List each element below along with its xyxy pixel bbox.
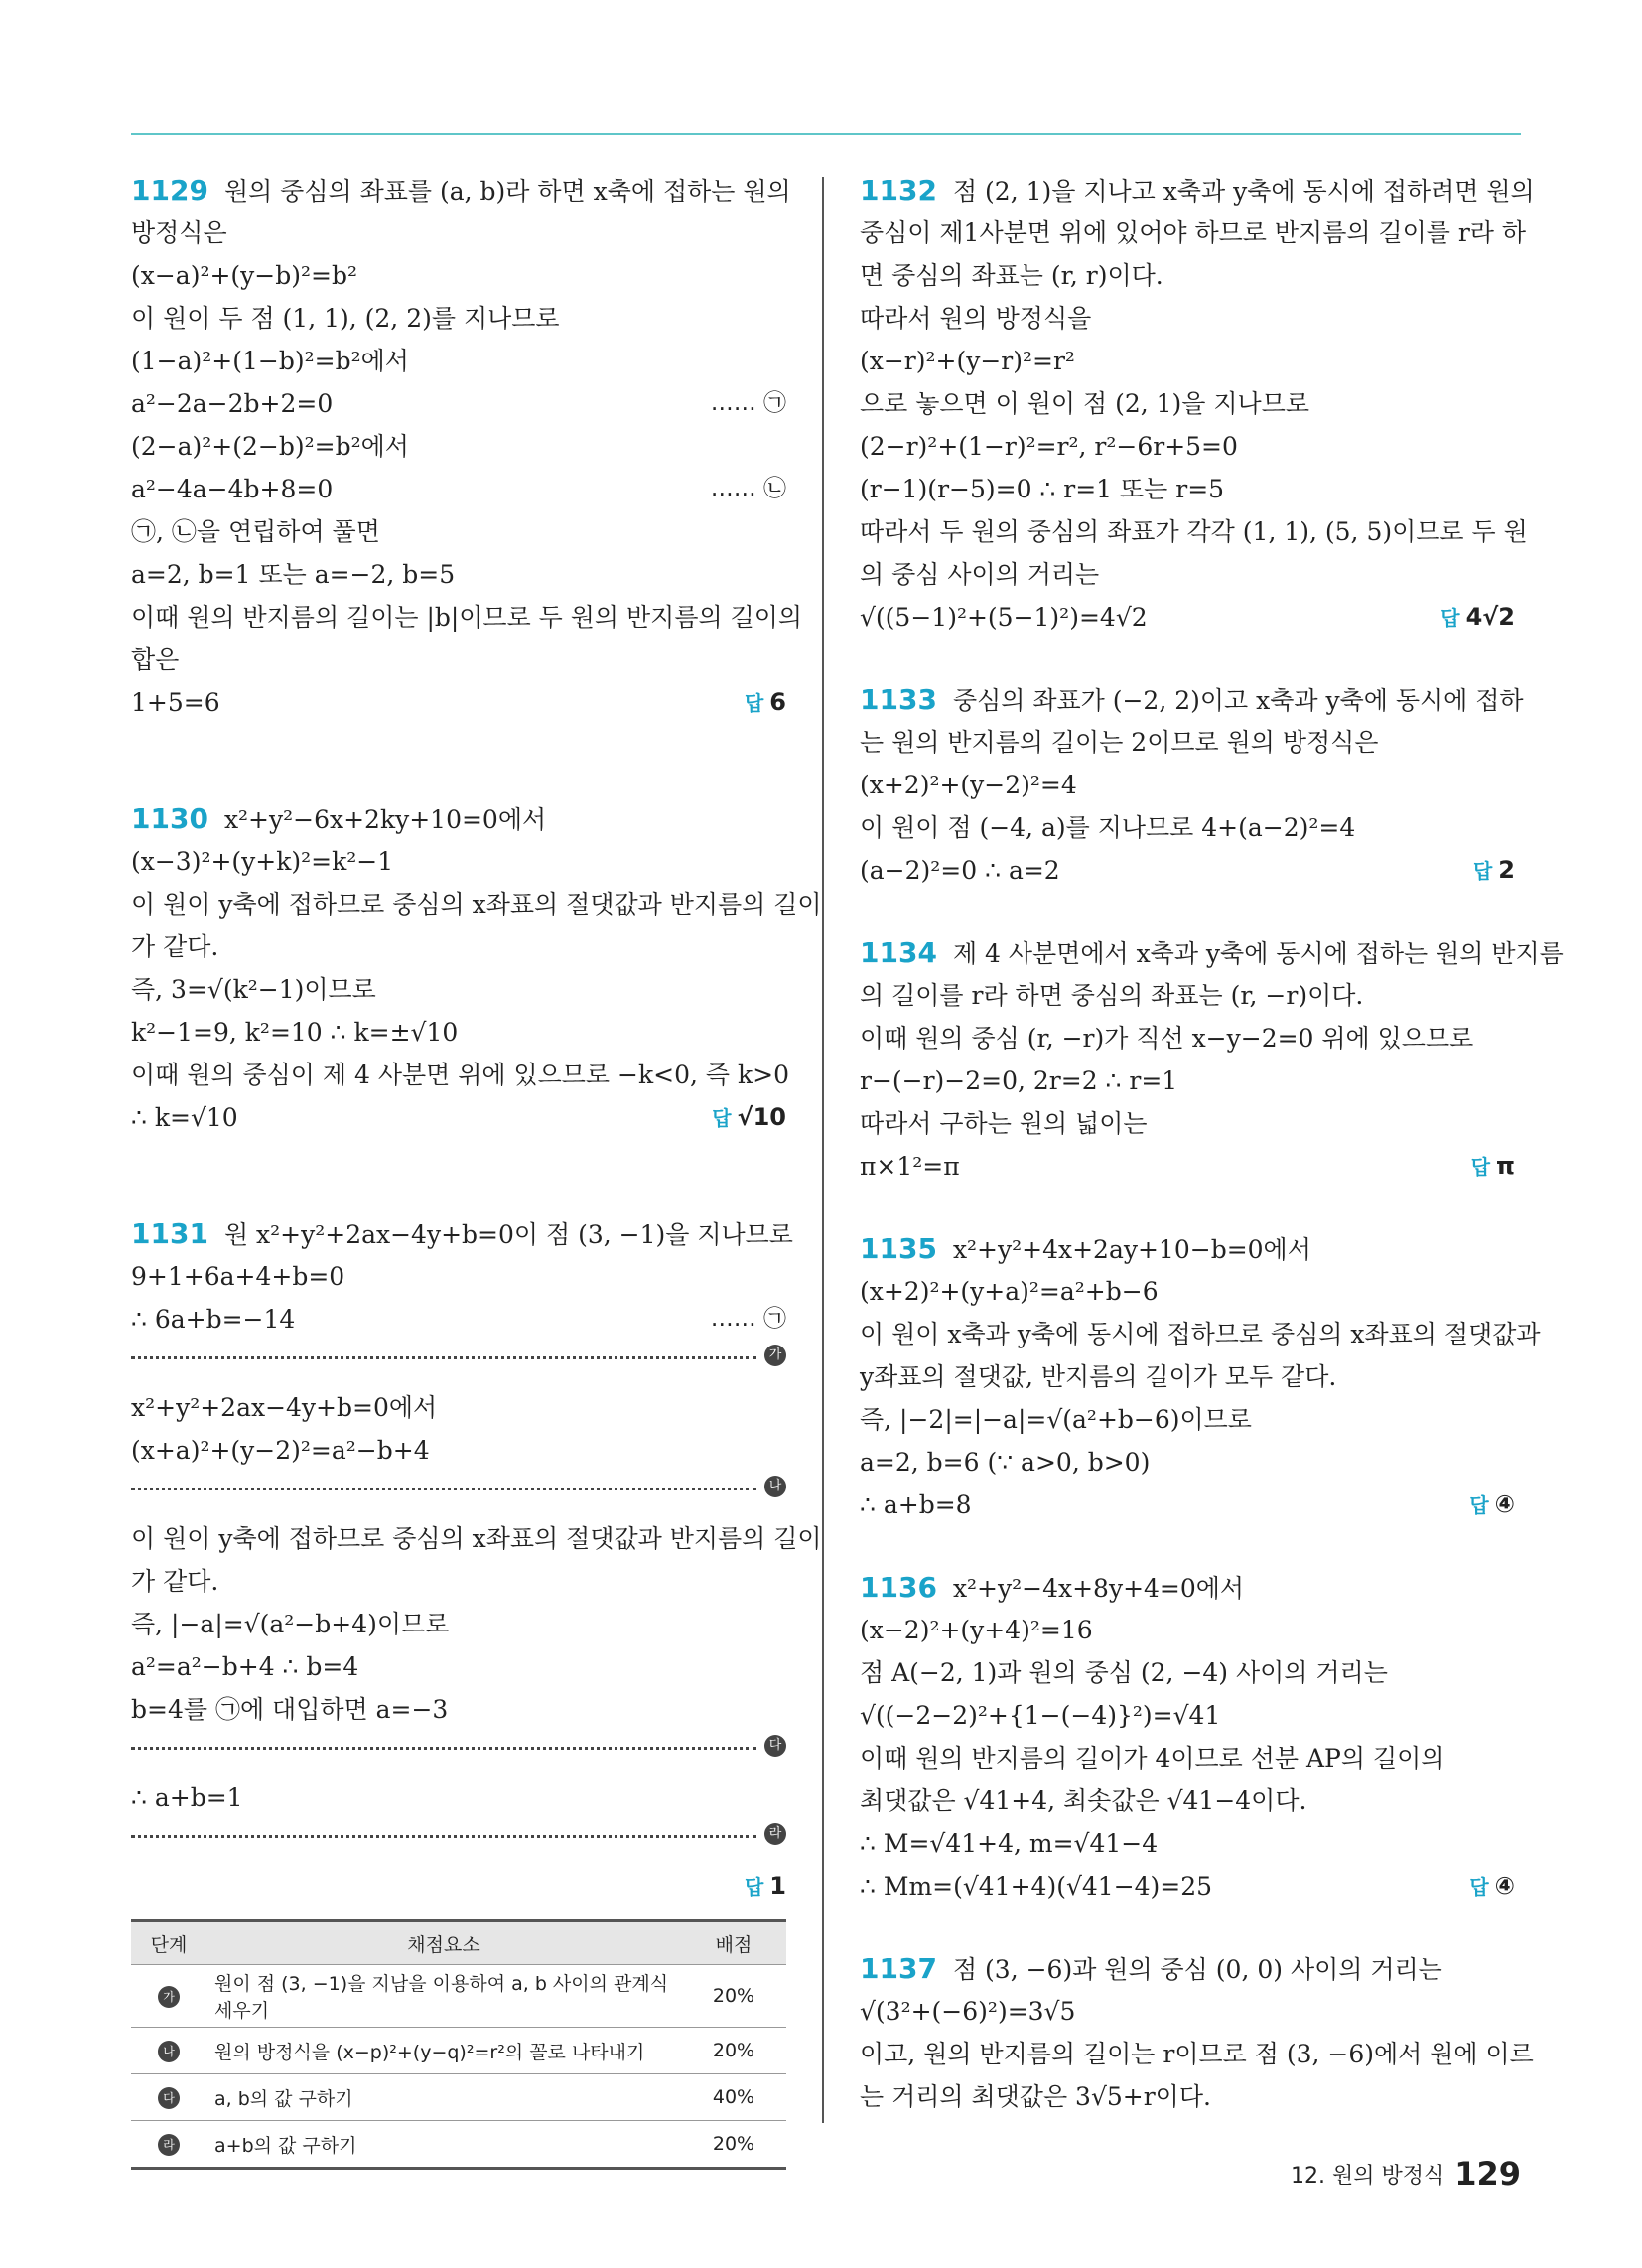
line-text: 점 (2, 1)을 지나고 x축과 y축에 동시에 접하려면 원의 [952,177,1535,206]
line-text: 의 중심 사이의 거리는 [860,560,1100,589]
line-text: (x+2)²+(y−2)²=4 [860,771,1077,799]
problem-number: 1136 [860,1571,937,1604]
problem-line [860,1313,1541,1355]
equation-tag: …… ㉠ [710,1306,786,1332]
problem-line [860,721,1515,764]
problem-line [860,1484,1515,1526]
line-text: √(3²+(−6)²)=3√5 [860,1997,1076,2026]
answer-label: 답 [712,1106,732,1130]
page-number: 129 [1454,2155,1521,2193]
problem-1135 [860,1227,1541,1526]
line-text: 따라서 원의 방정식을 [860,304,1092,333]
stage-cell [131,1965,206,2028]
item-cell: 원이 점 (3, −1)을 지남을 이용하여 a, b 사이의 관계식 세우기 [206,1965,681,2028]
problem-line [131,596,803,638]
dotted-line [131,1488,756,1490]
problem-line [860,468,1515,510]
answer-value: √10 [737,1103,786,1131]
problem-1133 [860,678,1524,892]
line-text: (x+a)²+(y−2)²=a²−b+4 [131,1436,430,1465]
problem-line [131,553,786,596]
problem-1137 [860,1947,1534,2118]
problem-line [131,883,822,925]
answer [712,1096,786,1140]
line-text: 방정식은 [131,218,227,247]
line-text: 최댓값은 √41+4, 최솟값은 √41−4이다. [860,1786,1307,1815]
problem-line [131,638,786,681]
problem-line [131,1645,786,1688]
line-text: √((−2−2)²+{1−(−4)}²)=√41 [860,1701,1221,1730]
dotted-line [131,1835,756,1838]
stage-cell [131,2121,206,2169]
problem-1136 [860,1566,1515,1908]
answer-value: 2 [1498,856,1515,884]
problem-line [131,1011,786,1054]
answer-value: 1 [769,1872,786,1900]
answer-label: 답 [1469,1493,1489,1517]
spacer [860,1188,1515,1227]
line-text: 9+1+6a+4+b=0 [131,1262,345,1291]
problem-line [860,553,1515,596]
line-text: 중심의 좌표가 (−2, 2)이고 x축과 y축에 동시에 접하 [952,686,1524,715]
line-text: 원 x²+y²+2ax−4y+b=0이 점 (3, −1)을 지나므로 [223,1220,793,1249]
dotted-line [131,1356,756,1359]
item-cell: 원의 방정식을 (x−p)²+(y−q)²=r²의 꼴로 나타내기 [206,2028,681,2074]
problem-line [131,840,786,883]
equation-tag: …… ㉠ [710,390,786,416]
line-text: 따라서 두 원의 중심의 좌표가 각각 (1, 1), (5, 5)이므로 두 원 [860,517,1528,546]
table-header: 단계 [131,1921,206,1965]
step-badge: 나 [764,1476,786,1497]
line-text: 이때 원의 반지름의 길이는 |b|이므로 두 원의 반지름의 길이의 [131,603,803,632]
answer [1471,1145,1515,1189]
step-separator [131,1478,786,1499]
problem-line [860,1990,1515,2033]
problem-line [131,681,786,724]
line-text: (1−a)²+(1−b)²=b²에서 [131,347,409,375]
spacer [131,1139,786,1212]
page-footer [1291,2155,1521,2193]
line-text: 이 원이 점 (−4, a)를 지나므로 4+(a−2)²=4 [860,813,1356,842]
problem-number: 1131 [131,1217,208,1250]
scoring-table [131,1919,786,2170]
answer-value: π [1496,1152,1515,1180]
top-rule [131,133,1521,135]
problem-line [860,1651,1515,1694]
answer-value: ④ [1494,1872,1515,1900]
line-text: x²+y²−4x+8y+4=0에서 [952,1574,1245,1603]
line-text: 의 길이를 r라 하면 중심의 좌표는 (r, −r)이다. [860,981,1364,1010]
line-text: 는 거리의 최댓값은 3√5+r이다. [860,2082,1211,2111]
line-text: 이고, 원의 반지름의 길이는 r이므로 점 (3, −6)에서 원에 이르 [860,2040,1534,2068]
line-text: π×1²=π [860,1152,960,1181]
problem-number: 1135 [860,1232,937,1265]
answer-label: 답 [744,1875,764,1899]
problem-line [131,1212,793,1255]
step-separator [131,1825,786,1847]
line-text: (x−3)²+(y+k)²=k²−1 [131,847,394,876]
problem-line [131,468,786,510]
step-separator [131,1737,786,1759]
answer-value: 4√2 [1465,603,1515,631]
problem-1130 [131,797,822,1139]
problem-line [131,1096,786,1139]
left-column [131,169,822,2170]
spacer [860,892,1515,931]
line-text: x²+y²+4x+2ay+10−b=0에서 [952,1235,1311,1264]
line-text: ∴ M=√41+4, m=√41−4 [860,1829,1159,1858]
line-text: a²=a²−b+4 ∴ b=4 [131,1652,359,1681]
line-text: 제 4 사분면에서 x축과 y축에 동시에 접하는 원의 반지름 [952,939,1564,968]
step-badge: 가 [158,1986,180,2008]
problem-line [131,1560,786,1603]
problem-line [860,849,1515,892]
line-text: ∴ Mm=(√41+4)(√41−4)=25 [860,1872,1213,1901]
answer-label: 답 [1469,1875,1489,1899]
problem-line [131,1054,789,1096]
problem-line [131,1603,786,1645]
problem-line [860,2033,1534,2075]
problem-line [131,297,786,340]
line-text: b=4를 ㉠에 대입하면 a=−3 [131,1695,449,1724]
spacer [131,724,786,797]
line-text: y좌표의 절댓값, 반지름의 길이가 모두 같다. [860,1362,1337,1391]
line-text: 1+5=6 [131,688,220,717]
points-cell: 20% [681,2121,786,2169]
problem-line [860,169,1535,212]
step-badge: 가 [764,1345,786,1366]
line-text: a²−2a−2b+2=0 [131,389,334,418]
problem-1134 [860,931,1564,1188]
answer-value: 6 [769,688,786,716]
problem-line [131,1255,786,1298]
problem-line [860,1017,1515,1060]
problem-line [860,297,1515,340]
problem-line [131,1865,786,1908]
line-text: (a−2)²=0 ∴ a=2 [860,856,1060,885]
step-separator [131,1347,786,1368]
problem-line [860,764,1515,806]
column-divider [822,177,824,2123]
line-text: (x−2)²+(y+4)²=16 [860,1616,1093,1644]
line-text: ∴ a+b=1 [131,1783,243,1812]
problem-line [131,212,786,254]
problem-number: 1130 [131,802,208,835]
problem-line [131,968,786,1011]
problem-line [131,340,786,382]
line-text: 즉, |−2|=|−a|=√(a²+b−6)이므로 [860,1405,1252,1434]
problem-line [131,1386,786,1429]
problem-number: 1129 [131,174,208,207]
problem-line [860,1779,1515,1822]
line-text: r−(−r)−2=0, 2r=2 ∴ r=1 [860,1066,1178,1095]
item-cell: a+b의 값 구하기 [206,2121,681,2169]
problem-number: 1132 [860,174,937,207]
line-text: a²−4a−4b+8=0 [131,475,334,503]
problem-line [860,1865,1515,1908]
line-text: (2−r)²+(1−r)²=r², r²−6r+5=0 [860,432,1238,461]
line-text: 즉, 3=√(k²−1)이므로 [131,975,376,1004]
problem-line [860,1822,1515,1865]
problem-line [860,931,1564,974]
stage-cell [131,2028,206,2074]
dotted-line [131,1747,756,1750]
item-cell: a, b의 값 구하기 [206,2074,681,2121]
table-row [131,2121,786,2169]
answer [1440,596,1515,639]
problem-line [860,382,1515,425]
problem-line [860,1270,1515,1313]
problem-line [860,1102,1515,1145]
answer [1473,849,1515,893]
line-text: 이때 원의 반지름의 길이가 4이므로 선분 AP의 길이의 [860,1744,1445,1772]
problem-line [131,169,791,212]
answer [1469,1484,1515,1527]
line-text: 원의 중심의 좌표를 (a, b)라 하면 x축에 접하는 원의 [223,177,791,206]
problem-line [131,382,786,425]
line-text: 따라서 구하는 원의 넓이는 [860,1109,1148,1138]
line-text: 이 원이 y축에 접하므로 중심의 x좌표의 절댓값과 반지름의 길이 [131,1524,822,1553]
points-cell: 20% [681,1965,786,2028]
line-text: 중심이 제1사분면 위에 있어야 하므로 반지름의 길이를 r라 하 [860,218,1527,247]
step-badge: 다 [158,2087,180,2109]
step-badge: 라 [764,1823,786,1845]
answer-label: 답 [1440,606,1460,630]
spacer [860,638,1515,678]
problem-line [860,596,1515,638]
step-badge: 라 [158,2134,180,2156]
line-text: (x+2)²+(y+a)²=a²+b−6 [860,1277,1159,1306]
points-cell: 40% [681,2074,786,2121]
line-text: (x−r)²+(y−r)²=r² [860,347,1075,375]
equation-tag: …… ㉡ [710,476,786,501]
line-text: a=2, b=1 또는 a=−2, b=5 [131,560,456,589]
step-badge: 다 [764,1735,786,1757]
problem-line [860,212,1527,254]
line-text: 이 원이 y축에 접하므로 중심의 x좌표의 절댓값과 반지름의 길이 [131,890,822,919]
answer-value: ④ [1494,1490,1515,1518]
problem-line [860,1947,1515,1990]
problem-line [860,1694,1515,1737]
line-text: x²+y²−6x+2ky+10=0에서 [223,805,547,834]
line-text: √((5−1)²+(5−1)²)=4√2 [860,603,1148,632]
stage-cell [131,2074,206,2121]
answer-label: 답 [1470,1155,1491,1179]
problem-1132 [860,169,1535,638]
problem-line [860,1441,1515,1484]
step-badge: 나 [158,2041,180,2062]
line-text: ∴ 6a+b=−14 [131,1305,296,1334]
line-text: x²+y²+2ax−4y+b=0에서 [131,1393,438,1422]
problem-line [860,1145,1515,1188]
line-text: 이 원이 두 점 (1, 1), (2, 2)를 지나므로 [131,304,560,333]
answer-label: 답 [744,691,764,715]
problem-line [860,340,1515,382]
line-text: 가 같다. [131,932,219,961]
problem-1131 [131,1212,822,2170]
problem-line [131,797,786,840]
spacer [860,1526,1515,1566]
line-text: 점 A(−2, 1)과 원의 중심 (2, −4) 사이의 거리는 [860,1658,1388,1687]
answer [745,681,786,725]
problem-line [860,254,1515,297]
problem-line [860,1355,1515,1398]
problem-line [860,1737,1515,1779]
problem-number: 1137 [860,1952,937,1985]
problem-line [860,1398,1515,1441]
problem-line [131,1298,786,1341]
problem-line [860,1609,1515,1651]
right-column [860,169,1564,2118]
problem-line [860,974,1515,1017]
table-header: 배점 [681,1921,786,1965]
problem-line [860,1566,1515,1609]
line-text: 이 원이 x축과 y축에 동시에 접하므로 중심의 x좌표의 절댓값과 [860,1320,1541,1348]
problem-line [860,425,1515,468]
line-text: 면 중심의 좌표는 (r, r)이다. [860,261,1163,290]
table-row [131,1965,786,2028]
answer [1469,1865,1515,1909]
problem-1129 [131,169,803,724]
spacer [860,1908,1515,1947]
problem-line [131,925,786,968]
problem-line [131,1429,786,1472]
line-text: (r−1)(r−5)=0 ∴ r=1 또는 r=5 [860,475,1225,503]
problem-line [131,1688,786,1731]
problem-line [131,425,786,468]
answer-label: 답 [1472,859,1493,883]
problem-line [860,510,1528,553]
problem-number: 1133 [860,683,937,716]
problem-line [131,1517,822,1560]
answer [745,1865,786,1909]
problem-line [131,254,786,297]
line-text: 가 같다. [131,1567,219,1596]
problem-line [860,678,1524,721]
problem-line [131,1776,786,1819]
line-text: ∴ a+b=8 [860,1490,972,1519]
line-text: (2−a)²+(2−b)²=b²에서 [131,432,409,461]
chapter-title: 12. 원의 방정식 [1290,2163,1445,2189]
table-row [131,2074,786,2121]
line-text: k²−1=9, k²=10 ∴ k=±√10 [131,1018,459,1047]
problem-line [860,1227,1515,1270]
line-text: 이때 원의 중심 (r, −r)가 직선 x−y−2=0 위에 있으므로 [860,1024,1474,1053]
line-text: 이때 원의 중심이 제 4 사분면 위에 있으므로 −k<0, 즉 k>0 [131,1061,789,1089]
line-text: ㉠, ㉡을 연립하여 풀면 [131,517,380,546]
line-text: a=2, b=6 (∵ a>0, b>0) [860,1448,1151,1477]
problem-line [131,510,786,553]
line-text: 즉, |−a|=√(a²−b+4)이므로 [131,1610,450,1638]
points-cell: 20% [681,2028,786,2074]
line-text: 는 원의 반지름의 길이는 2이므로 원의 방정식은 [860,728,1379,757]
table-header: 채점요소 [206,1921,681,1965]
problem-line [860,806,1515,849]
line-text: 점 (3, −6)과 원의 중심 (0, 0) 사이의 거리는 [952,1955,1442,1984]
line-text: ∴ k=√10 [131,1103,238,1132]
line-text: 으로 놓으면 이 원이 점 (2, 1)을 지나므로 [860,389,1309,418]
table-row [131,2028,786,2074]
problem-line [860,2075,1515,2118]
problem-number: 1134 [860,936,937,969]
problem-line [860,1060,1515,1102]
line-text: 합은 [131,645,180,674]
table-header-row [131,1921,786,1965]
line-text: (x−a)²+(y−b)²=b² [131,261,358,290]
